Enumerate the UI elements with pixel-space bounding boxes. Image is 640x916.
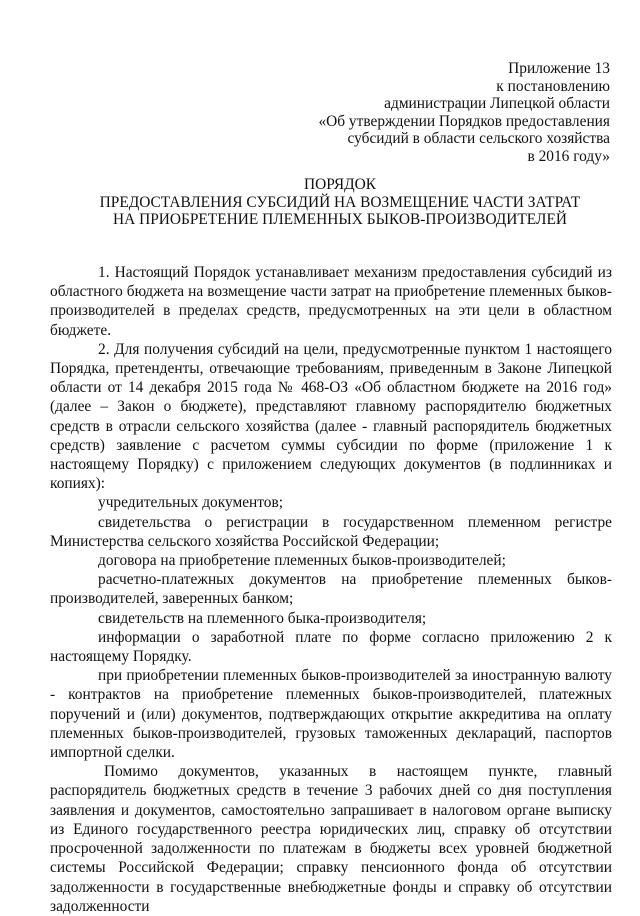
appendix-header-line: «Об утверждении Порядков предоставления — [318, 112, 610, 130]
document-body — [50, 263, 612, 916]
list-item: свидетельств на племенного быка-производителя; — [98, 609, 427, 627]
document-title — [40, 176, 640, 229]
document-title-line: ПОРЯДОК — [304, 176, 376, 193]
appendix-header-line: субсидий в области сельского хозяйства — [347, 130, 610, 148]
list-item: расчетно-платежных документов на приобретение племенных быков-производителей, заверенных банком; — [50, 571, 612, 608]
document-title-line: НА ПРИОБРЕТЕНИЕ ПЛЕМЕННЫХ БЫКОВ-ПРОИЗВОДИТЕЛЕЙ — [113, 211, 567, 228]
appendix-header-line: Приложение 13 — [508, 60, 610, 77]
list-item: при приобретении племенных быков-производителей за иностранную валюту - контрактов на приобретение племенных быков-производителей, платежных поручений и (или) документов, подтверждающих открытие аккредитива на оплату племенных быков-производителей, грузовых таможенных деклараций, паспортов импортной сделки. — [50, 667, 612, 762]
appendix-header-line: к постановлению — [496, 77, 610, 95]
paragraph-additional: Помимо документов, указанных в настоящем пункте, главный распорядитель бюджетных средств в течение 3 рабочих дней со дня поступления заявления и документов, самостоятельно запрашивает в налоговом органе выписку из Единого государственного реестра юридических лиц, справку об отсутствии просроченной задолженности по платежам в бюджеты всех уровней бюджетной системы Российской Федерации; справку пенсионного фонда об отсутствии задолженности в государственные внебюджетные фонды и справку об отсутствии задолженности — [50, 763, 612, 915]
appendix-header-line: администрации Липецкой области — [384, 95, 610, 113]
list-item: договора на приобретение племенных быков-производителей; — [98, 552, 506, 570]
list-item: учредительных документов; — [98, 494, 284, 512]
paragraph-2: 2. Для получения субсидий на цели, предусмотренные пунктом 1 настоящего Порядка, претенденты, отвечающие требованиям, приведенным в Законе Липецкой области от 14 декабря 2015 года № 468-ОЗ «Об областном бюджете на 2016 год» (далее – Закон о бюджете), представляют главному распорядителю бюджетных средств в отрасли сельского хозяйства (далее - главный распорядитель бюджетных средств) заявление с расчетом суммы субсидии по форме (приложение 1 к настоящему Порядку) с приложением следующих документов (в подлинниках и копиях): — [50, 340, 612, 493]
document-title-line: ПРЕДОСТАВЛЕНИЯ СУБСИДИЙ НА ВОЗМЕЩЕНИЕ ЧАСТИ ЗАТРАТ — [99, 193, 581, 211]
appendix-header — [290, 60, 610, 166]
appendix-header-line: в 2016 году» — [527, 147, 610, 165]
list-item: свидетельства о регистрации в государственном племенном регистре Министерства сельского хозяйства Российской Федерации; — [50, 513, 612, 550]
paragraph-1: 1. Настоящий Порядок устанавливает механизм предоставления субсидий из областного бюджета на возмещение части затрат на приобретение племенных быков-производителей в пределах средств, предусмотренных на эти цели в областном бюджете. — [50, 264, 612, 339]
list-item: информации о заработной плате по форме согласно приложению 2 к настоящему Порядку. — [50, 628, 612, 666]
